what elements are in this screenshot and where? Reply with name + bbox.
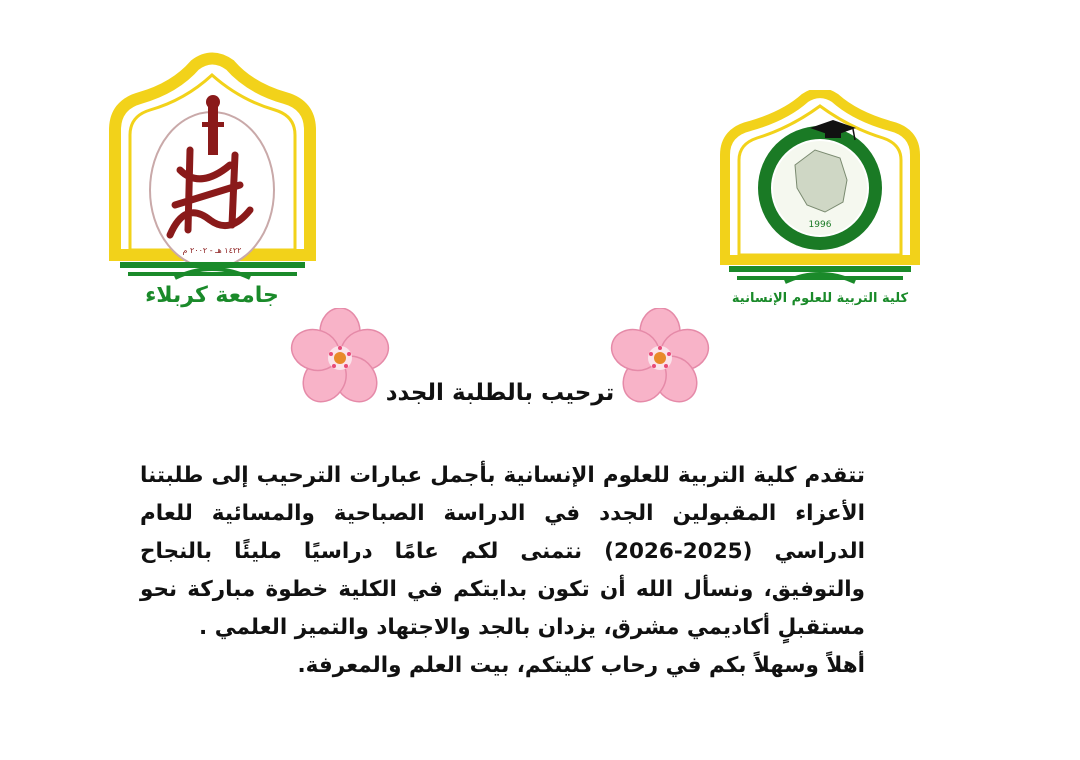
college-of-education-humanities-logo [715,90,925,310]
welcome-heading: ترحيب بالطلبة الجدد [385,380,615,406]
message-line: تتقدم كلية التربية للعلوم الإنسانية بأجمل عبارات الترحيب إلى طلبتنا [140,463,865,488]
message-line: الدراسي (2025-2026) نتمنى لكم عامًا دراسيًا مليئًا بالنجاح [140,539,865,564]
university-of-karbala-logo [100,50,325,310]
message-line: مستقبلٍ أكاديمي مشرق، يزدان بالجد والاجتهاد والتميز العلمي . [199,615,865,640]
message-line: والتوفيق، ونسأل الله أن تكون بدايتكم في الكلية خطوة مباركة نحو [140,577,865,602]
right-logo-caption: كلية التربية للعلوم الإنسانية [731,291,909,306]
right-logo-year: 1996 [808,220,832,230]
welcome-message [140,457,865,685]
left-logo-founded: ١٤٢٢ هـ - ٢٠٠٢ م [182,246,242,255]
left-logo-caption: جامعة كربلاء [145,283,279,308]
message-line: الأعزاء المقبولين الجدد في الدراسة الصباحية والمسائية للعام [140,501,865,526]
message-line: أهلاً وسهلاً بكم في رحاب كليتكم، بيت العلم والمعرفة. [297,653,865,678]
